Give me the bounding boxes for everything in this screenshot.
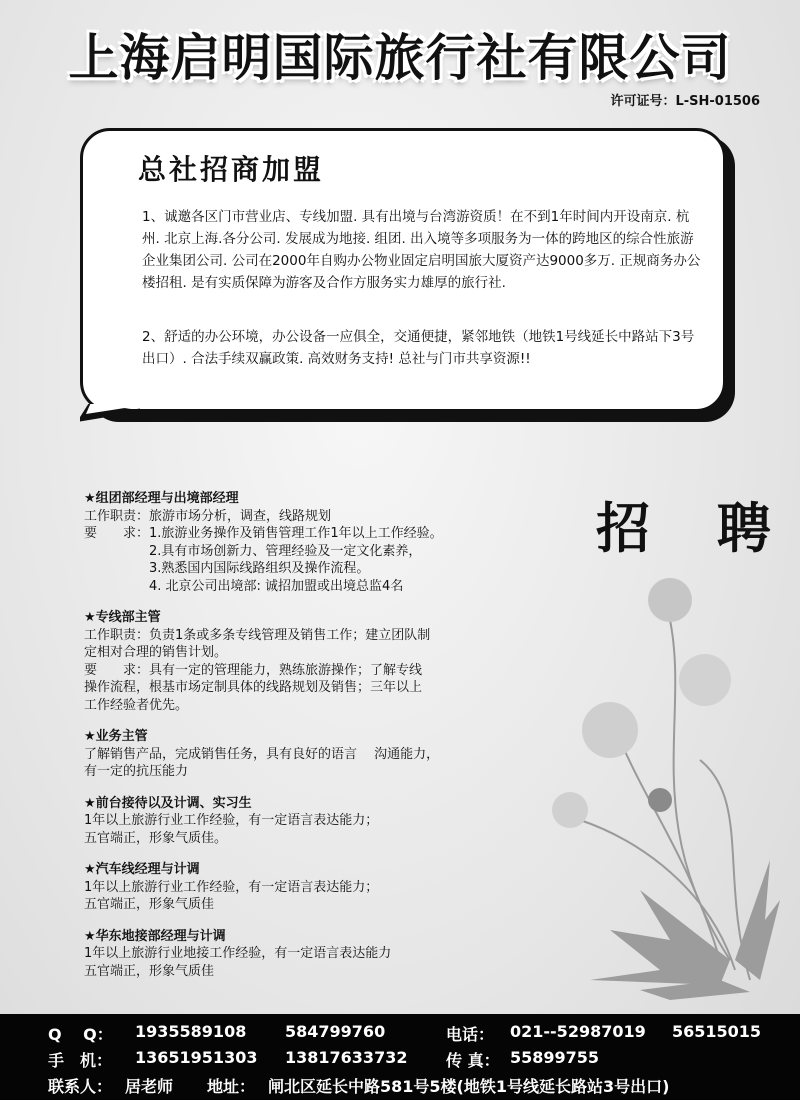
job-item <box>84 728 504 781</box>
mobile-label: 手 机： <box>48 1051 113 1070</box>
job-description-line: 3.熟悉国内国际线路组织及操作流程。 <box>84 561 370 576</box>
job-item <box>84 490 504 595</box>
contact-person: 居老师 <box>125 1077 174 1096</box>
job-description-line: 定相对合理的销售计划。 <box>84 645 228 660</box>
job-description-line: 工作经验者优先。 <box>84 697 189 713</box>
job-item <box>84 609 504 714</box>
franchise-paragraph-2: 2、舒适的办公环境，办公设备一应俱全，交通便捷，紧邻地铁（地铁1号线延长中路站下3号出口）. 合法手续双赢政策. 高效财务支持! 总社与门市共享资源!! <box>142 329 695 367</box>
franchise-title: 总社招商加盟 <box>138 153 325 186</box>
job-title: ★汽车线经理与计调 <box>84 862 200 877</box>
job-title: ★专线部主管 <box>84 610 161 625</box>
job-description-line: 2.具有市场创新力、管理经验及一定文化素养， <box>84 543 422 559</box>
job-description-line: 五官端正，形象气质佳 <box>84 897 215 912</box>
phone-number-2: 56515015 <box>672 1022 762 1041</box>
job-item <box>84 861 504 914</box>
job-item <box>84 795 504 848</box>
address-label: 地址： <box>207 1077 256 1096</box>
job-description-line: 操作流程，根基市场定制具体的线路规划及销售；三年以上 <box>84 680 423 695</box>
phone-label: 电话： <box>446 1025 495 1044</box>
job-title: ★业务主管 <box>84 729 148 744</box>
qq-label: Q Q： <box>48 1025 113 1044</box>
footer-row-address <box>0 1074 800 1100</box>
job-item <box>84 928 504 981</box>
qq-number-1: 1935589108 <box>135 1022 247 1041</box>
job-description-line: 工作职责：负责1条或多条专线管理及销售工作；建立团队制 <box>84 627 431 643</box>
mobile-number-1: 13651951303 <box>135 1048 258 1067</box>
fax-number: 55899755 <box>510 1048 600 1067</box>
license-number: 许可证号：L-SH-01506 <box>610 94 760 109</box>
speech-bubble-tail <box>80 404 170 430</box>
phone-number-1: 021--52987019 <box>510 1022 646 1041</box>
franchise-paragraph-1: 1、诚邀各区门市营业店、专线加盟. 具有出境与台湾游资质！在不到1年时间内开设南京. 杭州. 北京上海.各分公司. 发展成为地接. 组团. 出入境等多项服务为一体的跨地区的综合性旅游企业集团公司. 公司在2000年自购办公物业固定启明国旅大厦资产达9000多万. 正规商务办公楼招租. 是有实质保障为游客及合作方服务实力雄厚的旅行社. <box>142 209 701 291</box>
job-list <box>84 490 504 994</box>
job-description-line: 五官端正，形象气质佳。 <box>84 830 228 846</box>
job-description-line: 了解销售产品，完成销售任务，具有良好的语言 沟通能力， <box>84 746 440 762</box>
address-text: 闸北区延长中路581号5楼(地铁1号线延长路站3号出口) <box>268 1077 670 1096</box>
fax-label: 传 真： <box>446 1051 500 1070</box>
dandelion-decoration <box>520 560 780 1000</box>
contact-label: 联系人： <box>48 1077 113 1096</box>
job-description-line: 1年以上旅游行业工作经验，有一定语言表达能力； <box>84 879 379 895</box>
contact-footer <box>0 1014 800 1100</box>
job-description-line: 有一定的抗压能力 <box>84 764 189 779</box>
job-description-line: 五官端正，形象气质佳 <box>84 963 215 979</box>
job-description-line: 1年以上旅游行业地接工作经验，有一定语言表达能力 <box>84 946 392 961</box>
job-description-line: 工作职责：旅游市场分析，调查，线路规划 <box>84 508 332 524</box>
job-title: ★组团部经理与出境部经理 <box>84 491 239 506</box>
company-title: 上海启明国际旅行社有限公司 <box>68 29 732 87</box>
qq-number-2: 584799760 <box>285 1022 386 1041</box>
job-description-line: 4. 北京公司出境部: 诚招加盟或出境总监4名 <box>84 578 404 594</box>
job-title: ★前台接待以及计调、实习生 <box>84 795 252 811</box>
job-description-line: 要 求：1.旅游业务操作及销售管理工作1年以上工作经验。 <box>84 526 443 541</box>
job-description-line: 1年以上旅游行业工作经验，有一定语言表达能力； <box>84 813 379 828</box>
job-title: ★华东地接部经理与计调 <box>84 928 226 944</box>
job-description-line: 要 求：具有一定的管理能力，熟练旅游操作；了解专线 <box>84 662 423 678</box>
recruitment-heading: 招 聘 <box>596 497 795 560</box>
mobile-number-2: 13817633732 <box>285 1048 408 1067</box>
